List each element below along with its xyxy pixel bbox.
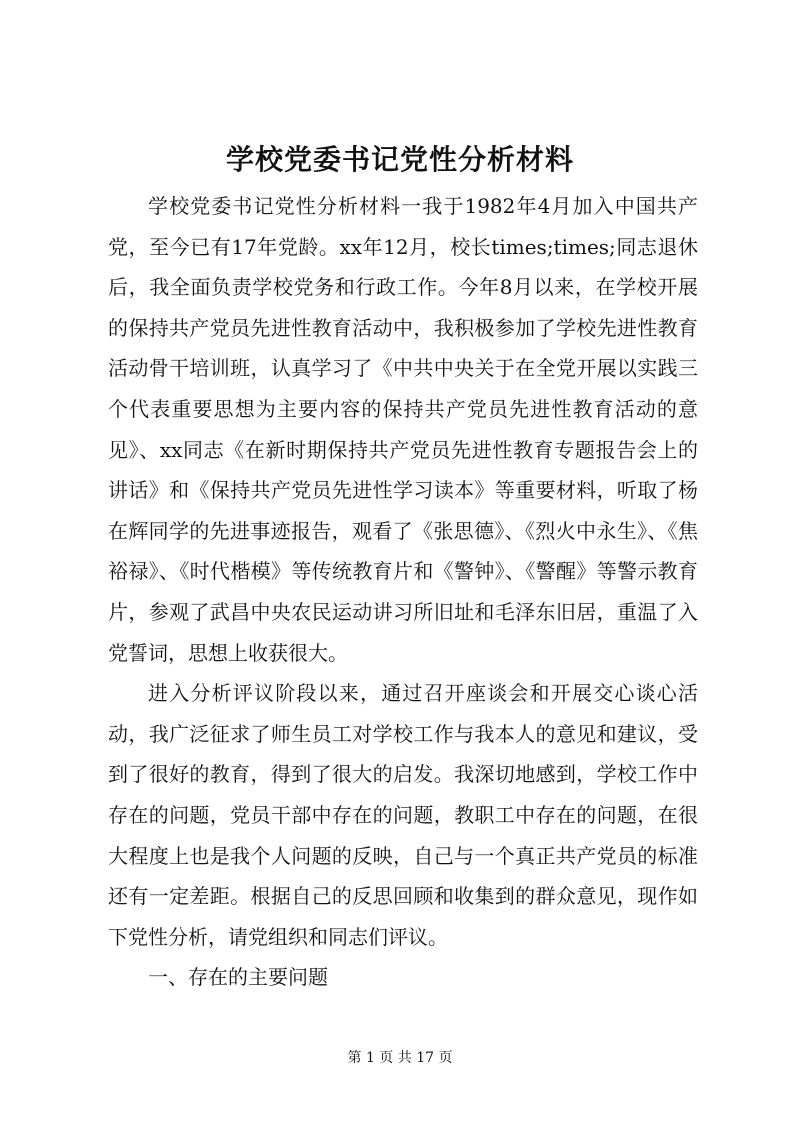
paragraph: 进入分析评议阶段以来，通过召开座谈会和开展交心谈心活动，我广泛征求了师生员工对学校工作与我本人的意见和建议，受到了很好的教育，得到了很大的启发。我深切地感到，学校工作中存在的问题，党员干部中存在的问题，教职工中存在的问题，在很大程度上也是我个人问题的反映，自己与一个真正共产党员的标准还有一定差距。根据自己的反思回顾和收集到的群众意见，现作如下党性分析，请党组织和同志们评议。 <box>108 681 698 949</box>
page-number-footer: 第 1 页 共 17 页 <box>347 1050 453 1066</box>
document-body <box>108 186 698 998</box>
paragraph: 学校党委书记党性分析材料一我于1982年4月加入中国共产党，至今已有17年党龄。xx年12月，校长times;times;同志退休后，我全面负责学校党务和行政工作。今年8月以来，在学校开展的保持共产党员先进性教育活动中，我积极参加了学校先进性教育活动骨干培训班，认真学习了《中共中央关于在全党开展以实践三个代表重要思想为主要内容的保持共产党员先进性教育活动的意见》、xx同志《在新时期保持共产党员先进性教育专题报告会上的讲话》和《保持共产党员先进性学习读本》等重要材料，听取了杨在辉同学的先进事迹报告，观看了《张思德》、《烈火中永生》、《焦裕禄》、《时代楷模》等传统教育片和《警钟》、《警醒》等警示教育片，参观了武昌中央农民运动讲习所旧址和毛泽东旧居，重温了入党誓词，思想上收获很大。 <box>108 194 698 665</box>
page-title: 学校党委书记党性分析材料 <box>225 143 574 176</box>
section-heading: 一、存在的主要问题 <box>148 965 328 990</box>
